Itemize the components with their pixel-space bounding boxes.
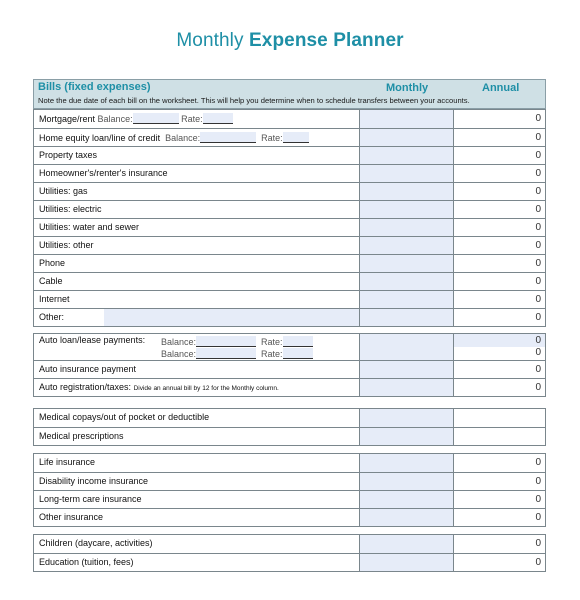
annual-value: 0: [535, 294, 541, 305]
table-row: [34, 472, 545, 490]
annual-cell: [453, 273, 545, 290]
annual-column-header: Annual: [482, 82, 520, 94]
row-label: Utilities: other: [39, 240, 94, 250]
annual-cell: [453, 255, 545, 272]
monthly-cell[interactable]: [359, 273, 453, 290]
row-label: Utilities: electric: [39, 204, 102, 214]
monthly-cell[interactable]: [359, 454, 453, 472]
annual-cell: [453, 110, 545, 128]
auto-rate-field-2[interactable]: [283, 348, 313, 359]
row-label: Auto insurance payment: [39, 364, 137, 374]
annual-cell: [453, 454, 545, 472]
row-label: Medical copays/out of pocket or deductible: [39, 412, 210, 422]
annual-value: 0: [535, 222, 541, 233]
annual-value: 0: [535, 132, 541, 143]
annual-cell: [453, 183, 545, 200]
table-row: [34, 182, 545, 200]
monthly-cell[interactable]: [359, 379, 453, 396]
annual-value: 0: [535, 538, 541, 549]
table-row: [34, 334, 545, 360]
annual-value: 0: [535, 240, 541, 251]
monthly-cell[interactable]: [359, 361, 453, 378]
table-row: [34, 409, 545, 427]
annual-value: 0: [535, 276, 541, 287]
table-header: [33, 79, 546, 109]
monthly-cell[interactable]: [359, 110, 453, 128]
page-title: [0, 30, 580, 52]
table-row: [34, 290, 545, 308]
table-row: [34, 146, 545, 164]
balance-label: Balance:: [161, 349, 197, 359]
annual-value: 0: [535, 512, 541, 523]
table-row: [34, 490, 545, 508]
annual-value: 0: [535, 204, 541, 215]
annual-value: 0: [535, 150, 541, 161]
auto-balance-field-1[interactable]: [196, 336, 256, 347]
table-row: [34, 218, 545, 236]
annual-value: 0: [535, 258, 541, 269]
monthly-cell[interactable]: [359, 129, 453, 146]
row-label: Internet: [39, 294, 70, 304]
table-row: [34, 200, 545, 218]
annual-cell: [453, 428, 545, 445]
title-bold: Expense Planner: [249, 30, 404, 51]
monthly-cell[interactable]: [359, 291, 453, 308]
mortgage-rate-field[interactable]: [203, 113, 233, 124]
annual-value: 0: [535, 186, 541, 197]
annual-cell: [453, 165, 545, 182]
annual-value: 0: [535, 476, 541, 487]
annual-cell: [453, 309, 545, 326]
annual-cell: [453, 535, 545, 553]
annual-cell: [453, 509, 545, 526]
annual-cell: [453, 334, 545, 360]
section-note: Note the due date of each bill on the worksheet. This will help you determine when to schedule transfers between your accounts.: [38, 96, 470, 105]
row-label: Property taxes: [39, 150, 98, 160]
row-note: Divide an annual bill by 12 for the Monthly column.: [133, 385, 279, 392]
annual-value: 0: [535, 457, 541, 468]
table-row: [34, 254, 545, 272]
row-label: Phone: [39, 258, 66, 268]
table-row: [34, 427, 545, 445]
annual-cell: [453, 147, 545, 164]
rate-label: Rate:: [181, 114, 203, 124]
monthly-cell[interactable]: [359, 201, 453, 218]
annual-value: 0: [535, 494, 541, 505]
annual-cell: [453, 409, 545, 427]
row-label: Children (daycare, activities): [39, 538, 153, 548]
monthly-cell[interactable]: [359, 491, 453, 508]
title-light: Monthly: [176, 30, 244, 51]
row-label: Long-term care insurance: [39, 494, 142, 504]
rate-label: Rate:: [261, 133, 283, 143]
annual-cell: [453, 361, 545, 378]
row-label: Utilities: water and sewer: [39, 222, 140, 232]
table-row: [34, 535, 545, 553]
row-label: Homeowner's/renter's insurance: [39, 168, 168, 178]
monthly-cell[interactable]: [359, 428, 453, 445]
monthly-cell[interactable]: [359, 473, 453, 490]
monthly-cell[interactable]: [359, 237, 453, 254]
row-label: Mortgage/rent: [39, 114, 96, 124]
mortgage-balance-field[interactable]: [133, 113, 179, 124]
balance-label: Balance:: [161, 337, 197, 347]
row-label: Auto registration/taxes:: [39, 382, 132, 392]
rate-label: Rate:: [261, 337, 283, 347]
row-label: Medical prescriptions: [39, 431, 124, 441]
annual-cell: [453, 291, 545, 308]
table-row: [34, 360, 545, 378]
auto-group: [33, 333, 546, 397]
monthly-cell[interactable]: [359, 219, 453, 236]
fixed-bills-group: [33, 109, 546, 327]
auto-balance-field-2[interactable]: [196, 348, 256, 359]
monthly-column-header: Monthly: [386, 82, 429, 94]
annual-value-2: 0: [535, 347, 541, 358]
row-label: Cable: [39, 276, 63, 286]
table-row: [34, 236, 545, 254]
row-label: Other insurance: [39, 512, 104, 522]
row-label: Auto loan/lease payments:: [39, 335, 146, 345]
annual-value: 0: [535, 335, 541, 346]
monthly-cell[interactable]: [359, 183, 453, 200]
monthly-cell[interactable]: [359, 409, 453, 427]
row-label: Education (tuition, fees): [39, 557, 134, 567]
monthly-cell[interactable]: [359, 147, 453, 164]
heloc-rate-field[interactable]: [283, 132, 309, 143]
annual-value: 0: [535, 382, 541, 393]
insurance-group: [33, 453, 546, 527]
monthly-cell[interactable]: [359, 334, 453, 360]
annual-cell: [453, 129, 545, 146]
annual-value: 0: [535, 113, 541, 124]
annual-cell: [453, 379, 545, 396]
annual-value: 0: [535, 364, 541, 375]
table-row: [34, 272, 545, 290]
row-label: Utilities: gas: [39, 186, 88, 196]
monthly-cell[interactable]: [359, 535, 453, 553]
table-row: [34, 378, 545, 396]
annual-value: 0: [535, 312, 541, 323]
table-row: [34, 164, 545, 182]
row-label: Home equity loan/line of credit: [39, 133, 161, 143]
table-row: [34, 508, 545, 526]
annual-value: 0: [535, 557, 541, 568]
medical-group: [33, 408, 546, 446]
annual-value: 0: [535, 168, 541, 179]
section-heading: Bills (fixed expenses): [38, 81, 151, 93]
other-description-field[interactable]: [104, 309, 359, 326]
family-group: [33, 534, 546, 572]
row-label: Other:: [39, 312, 65, 322]
row-label: Life insurance: [39, 457, 96, 467]
monthly-cell[interactable]: [359, 509, 453, 526]
monthly-cell[interactable]: [359, 255, 453, 272]
balance-label: Balance:: [97, 114, 133, 124]
table-row: [34, 128, 545, 146]
annual-cell: [453, 491, 545, 508]
annual-cell: [453, 219, 545, 236]
annual-cell: [453, 473, 545, 490]
monthly-cell[interactable]: [359, 554, 453, 571]
table-row: [34, 454, 545, 472]
row-label: Disability income insurance: [39, 476, 149, 486]
annual-cell: [453, 237, 545, 254]
heloc-balance-field[interactable]: [200, 132, 256, 143]
monthly-cell[interactable]: [359, 165, 453, 182]
auto-rate-field-1[interactable]: [283, 336, 313, 347]
rate-label: Rate:: [261, 349, 283, 359]
table-row: [34, 110, 545, 128]
monthly-cell[interactable]: [359, 309, 453, 326]
annual-cell: [453, 554, 545, 571]
table-row: [34, 553, 545, 571]
balance-label: Balance:: [165, 133, 201, 143]
table-row: [34, 308, 545, 326]
annual-cell: [453, 201, 545, 218]
